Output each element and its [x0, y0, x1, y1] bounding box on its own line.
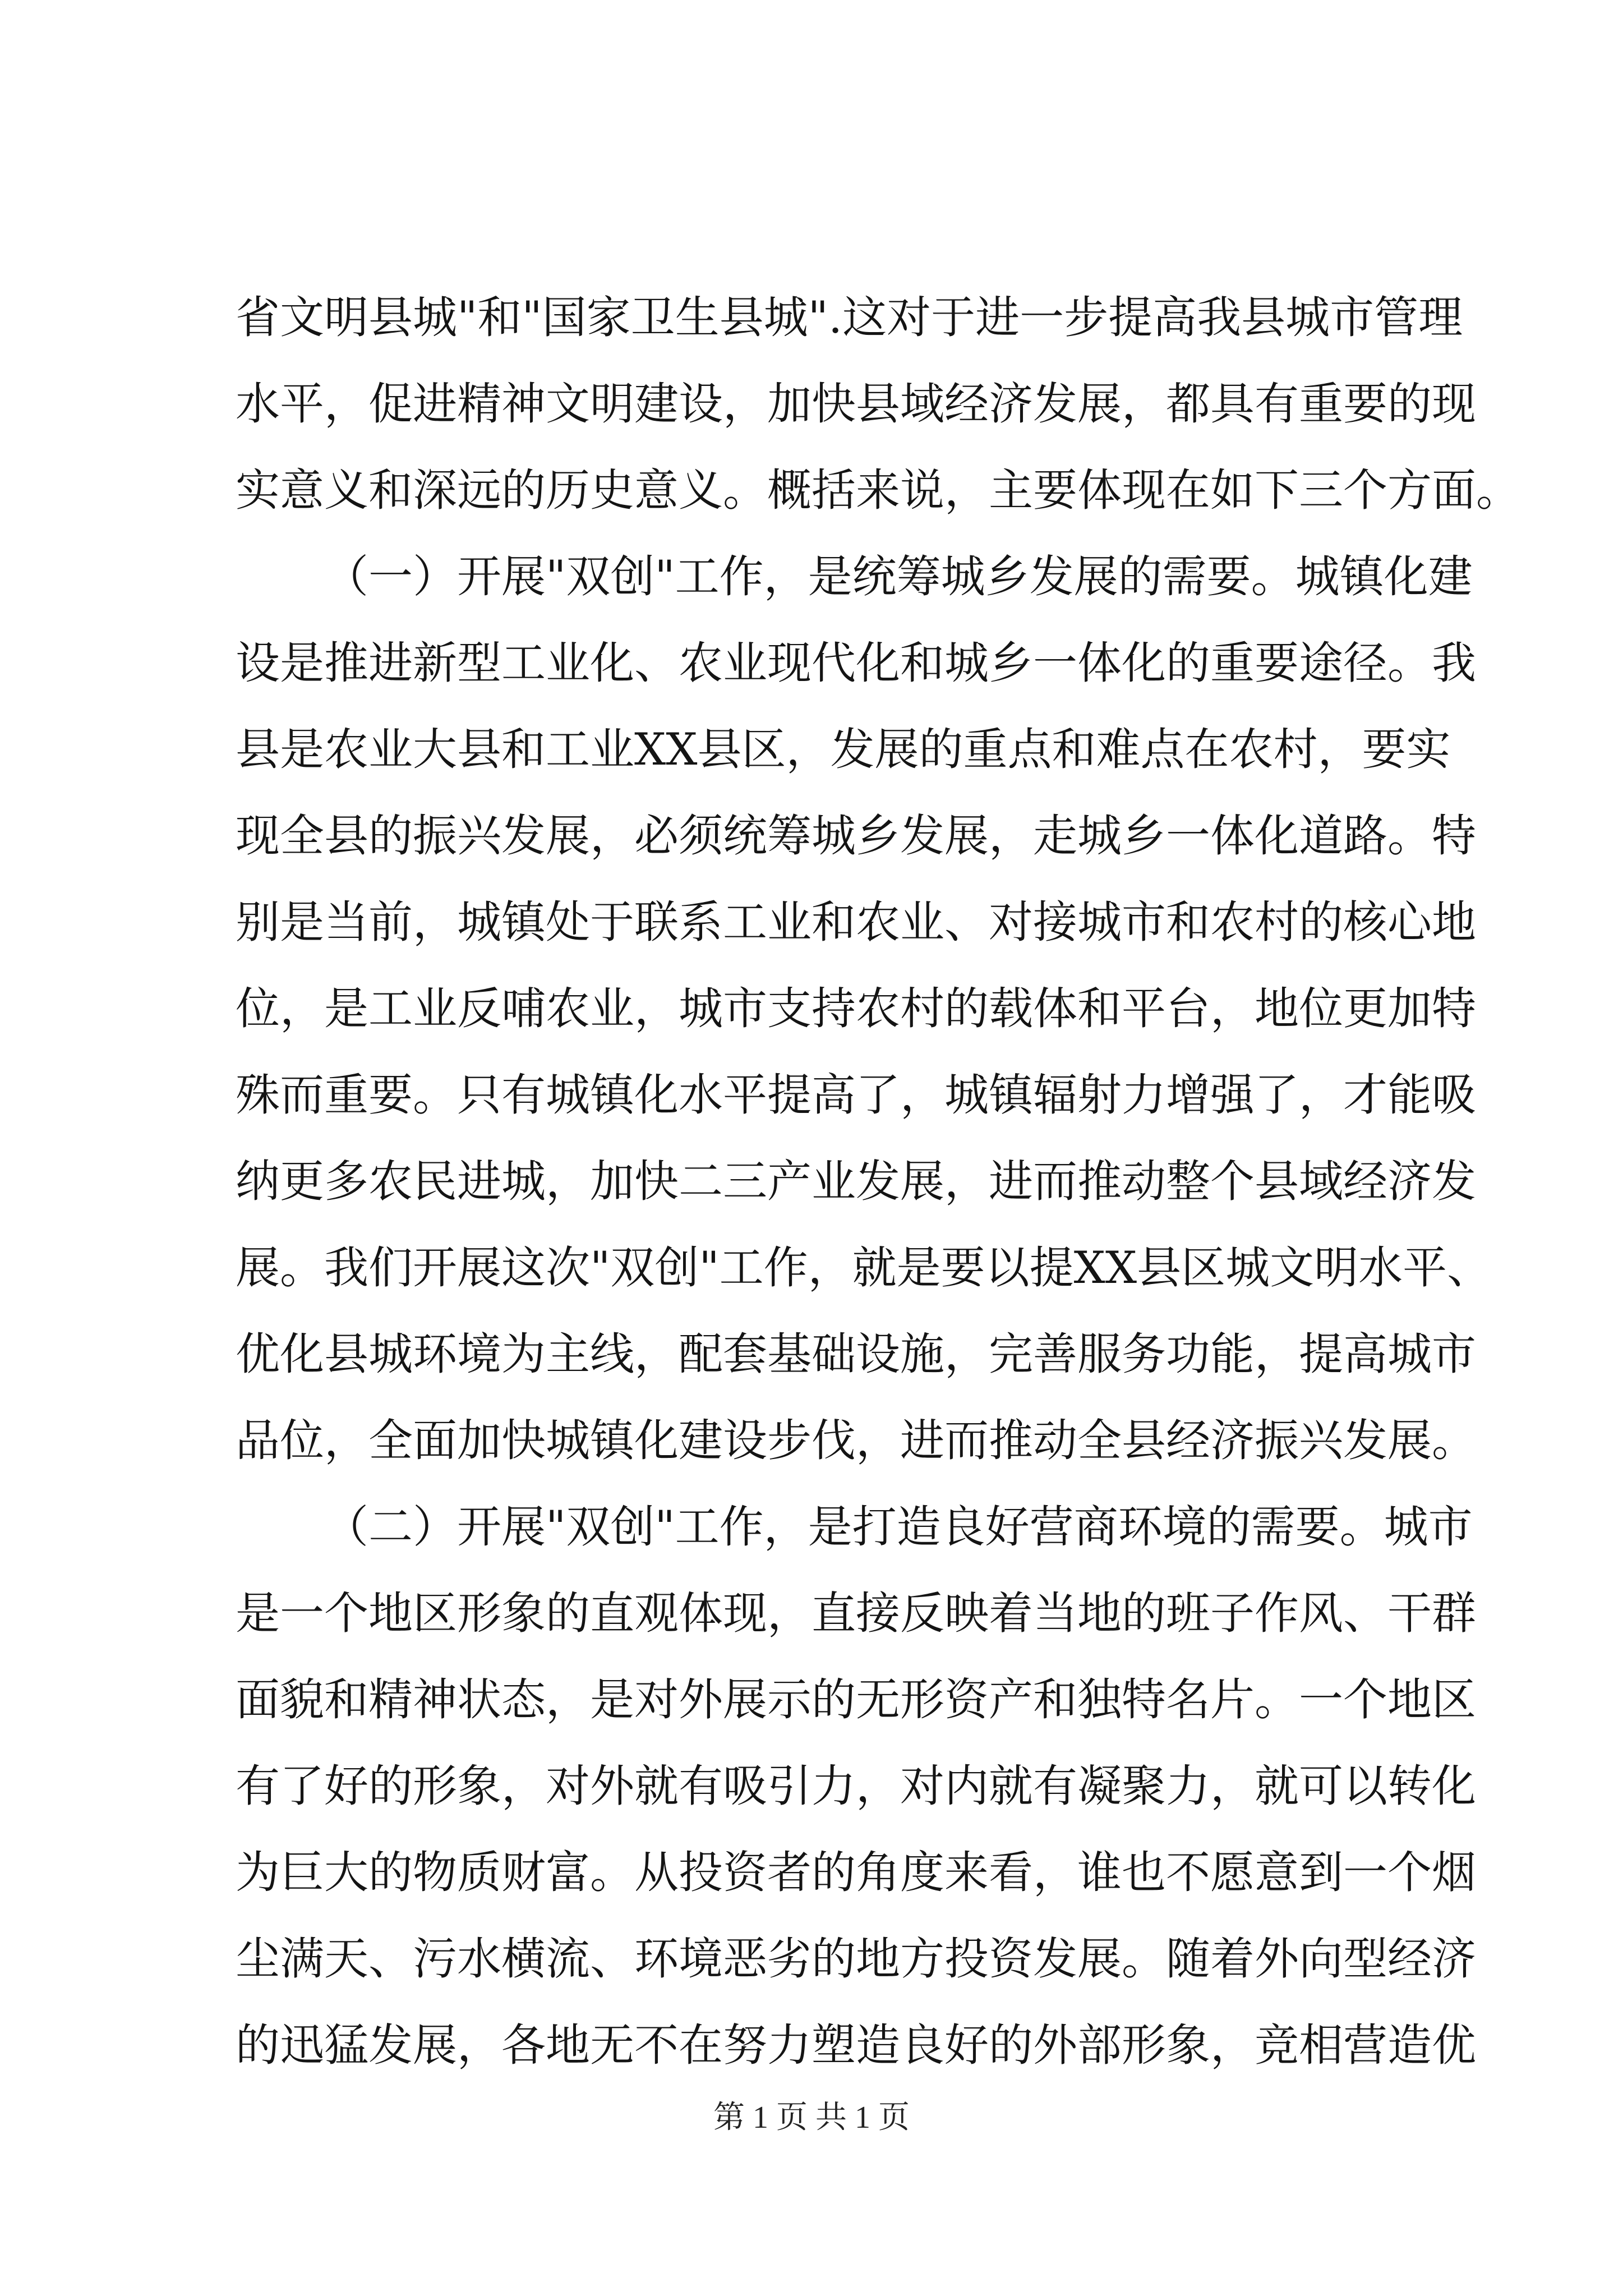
- body-text-line: 品位，全面加快城镇化建设步伐，进而推动全县经济振兴发展。: [236, 1415, 1476, 1466]
- body-text-line: 纳更多农民进城，加快二三产业发展，进而推动整个县域经济发: [236, 1156, 1476, 1207]
- body-text-line: 优化县城环境为主线，配套基础设施，完善服务功能，提高城市: [236, 1328, 1476, 1380]
- paragraph-heading-2: （二）开展"双创"工作，是打造良好营商环境的需要。城市: [324, 1501, 1473, 1553]
- body-text-line: 面貌和精神状态，是对外展示的无形资产和独特名片。一个地区: [236, 1674, 1476, 1726]
- body-text-line: 别是当前，城镇处于联系工业和农业、对接城市和农村的核心地: [236, 896, 1476, 948]
- paragraph-heading-1: （一）开展"双创"工作，是统筹城乡发展的需要。城镇化建: [324, 551, 1473, 602]
- body-text-line: 为巨大的物质财富。从投资者的角度来看，谁也不愿意到一个烟: [236, 1847, 1476, 1898]
- body-text-line: 现全县的振兴发展，必须统筹城乡发展，走城乡一体化道路。特: [236, 810, 1476, 862]
- body-text-line: 是一个地区形象的直观体现，直接反映着当地的班子作风、干群: [236, 1588, 1476, 1639]
- body-text-line: 殊而重要。只有城镇化水平提高了，城镇辐射力增强了，才能吸: [236, 1069, 1476, 1121]
- page-number-footer: 第 1 页 共 1 页: [713, 2100, 910, 2135]
- body-text-line: 县是农业大县和工业XX县区，发展的重点和难点在农村，要实: [236, 724, 1451, 775]
- body-text-line: 省文明县城"和"国家卫生县城".这对于进一步提高我县城市管理: [236, 292, 1463, 343]
- body-text-line: 实意义和深远的历史意义。概括来说，主要体现在如下三个方面。: [236, 464, 1520, 516]
- body-text-line: 的迅猛发展，各地无不在努力塑造良好的外部形象，竞相营造优: [236, 2019, 1476, 2071]
- body-text-line: 位，是工业反哺农业，城市支持农村的载体和平台，地位更加特: [236, 983, 1476, 1034]
- body-text-line: 设是推进新型工业化、农业现代化和城乡一体化的重要途径。我: [236, 637, 1476, 689]
- body-text-line: 展。我们开展这次"双创"工作，就是要以提XX县区城文明水平、: [236, 1242, 1492, 1294]
- body-text-line: 有了好的形象，对外就有吸引力，对内就有凝聚力，就可以转化: [236, 1760, 1476, 1812]
- body-text-line: 尘满天、污水横流、环境恶劣的地方投资发展。随着外向型经济: [236, 1933, 1476, 1985]
- body-text-line: 水平，促进精神文明建设，加快县域经济发展，都具有重要的现: [236, 378, 1476, 430]
